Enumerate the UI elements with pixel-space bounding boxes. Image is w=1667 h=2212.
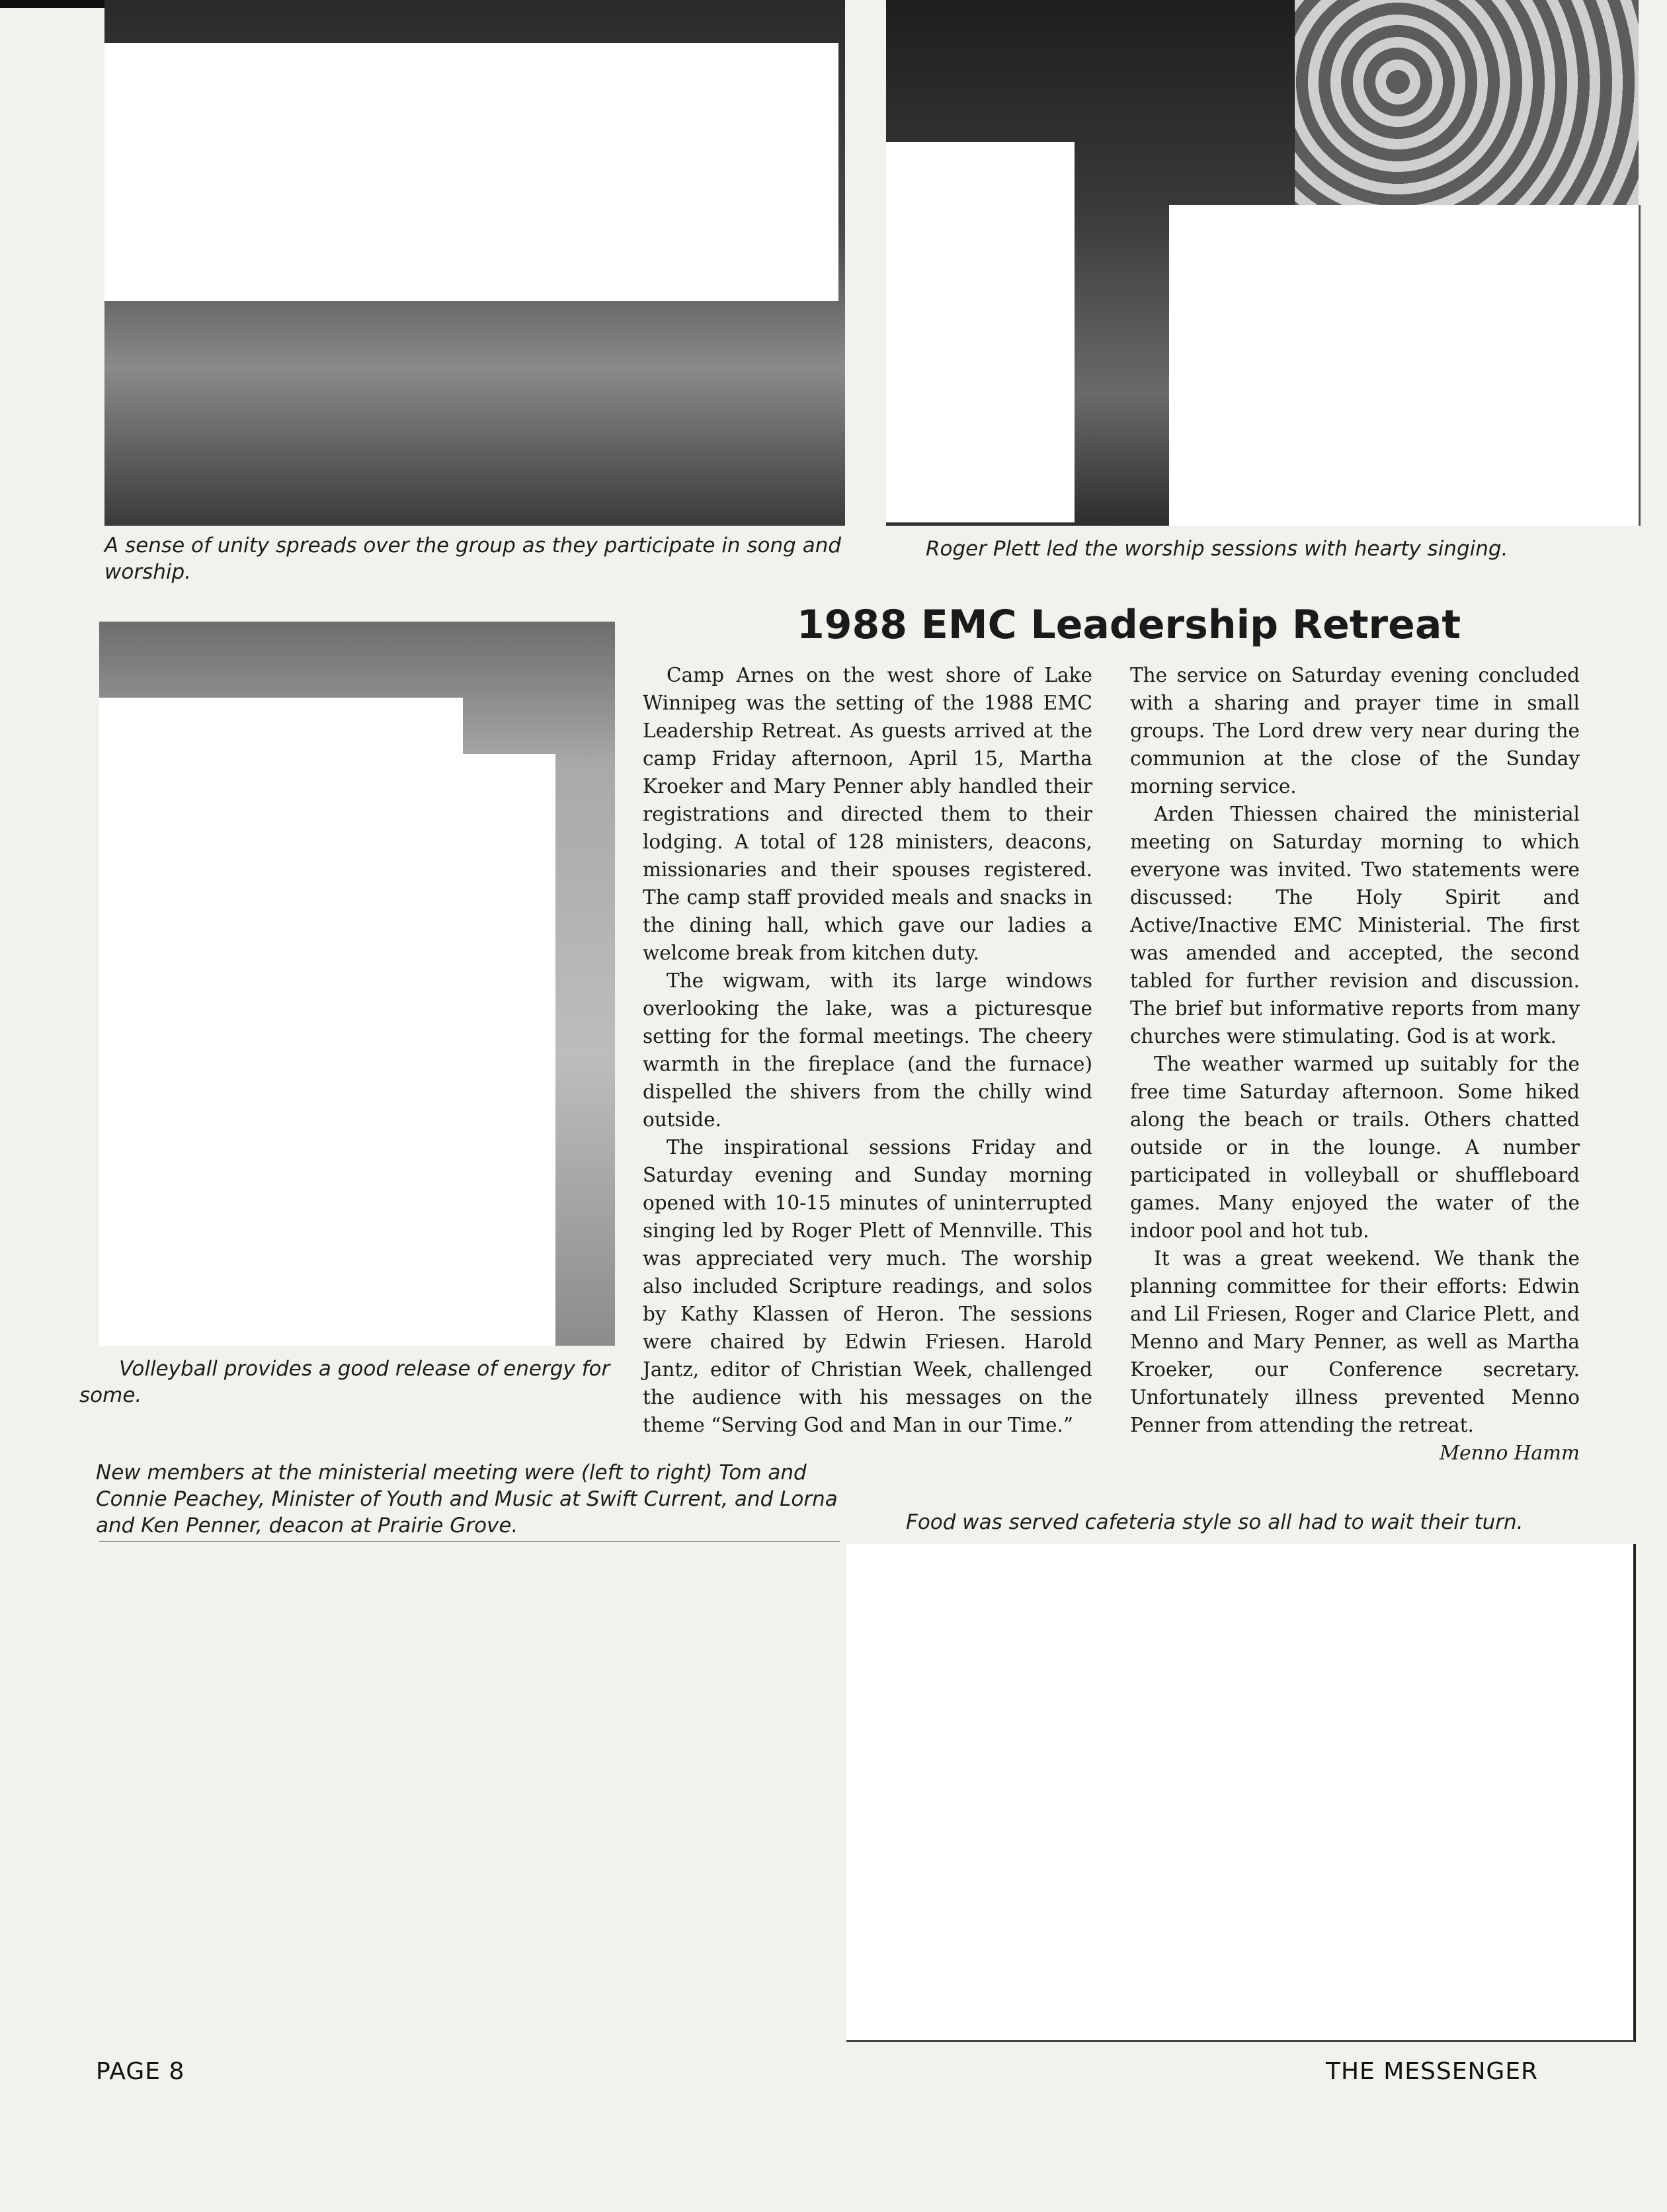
photo-group-singing xyxy=(104,0,845,526)
caption-volleyball: Volleyball provides a good release of energy for some. xyxy=(79,1357,610,1407)
photo-fireplace xyxy=(1295,0,1639,205)
photo-cafeteria-line xyxy=(846,1544,1636,2042)
page-number: PAGE 8 xyxy=(96,2058,185,2085)
article-paragraph: The inspirational sessions Friday and Saturday evening and Sunday morning opened with 10-15 minutes of uninterrupted singing led by Roger Plett of Mennville. This was appreciated very much. The worship also included Scripture readings, and solos by Kathy Klassen of Heron. The sessions were chaired by Edwin Friesen. Harold Jantz, editor of Christian Week, challenged the audience with his messages on the theme “Serving God and Man in our Time.” xyxy=(643,1136,1092,1436)
article-paragraph: The wigwam, with its large windows overlooking the lake, was a picturesque setting for the formal meetings. The cheery warmth in the fireplace (and the furnace) dispelled the shivers from the chilly wind outside. xyxy=(643,969,1092,1131)
article-title: 1988 EMC Leadership Retreat xyxy=(797,602,1461,648)
article-paragraph: It was a great weekend. We thank the planning committee for their efforts: Edwin and Lil Friesen, Roger and Clarice Plett, and Menno and Mary Penner, as well as Martha Kroeker, our Conference secretary. Unfortunately illness prevented Menno Penner from attending the retreat. xyxy=(1130,1247,1580,1436)
caption-food: Food was served cafeteria style so all had to wait their turn. xyxy=(906,1510,1524,1534)
article-paragraph: Arden Thiessen chaired the ministerial meeting on Saturday morning to which everyone was invited. Two statements were discussed: The Holy Spirit and Active/Inactive EMC Ministerial. The first was amended and accepted, the second tabled for further revision and discussion. The brief but informative reports from many churches were stimulating. God is at work. xyxy=(1130,803,1580,1047)
divider xyxy=(99,1541,840,1542)
article-paragraph: The weather warmed up suitably for the free time Saturday afternoon. Some hiked along the beach or trails. Others chatted outside or in the lounge. A number participated in volleyball or shuffleboard games. Many enjoyed the water of the indoor pool and hot tub. xyxy=(1130,1053,1580,1242)
caption-new-members: New members at the ministerial meeting were (left to right) Tom and Connie Peachey, Minister of Youth and Music at Swift Current, and Lorna and Ken Penner, deacon at Prairie Grove. xyxy=(96,1461,838,1537)
article-paragraph: The service on Saturday evening concluded with a sharing and prayer time in small groups. The Lord drew very near during the communion at the close of the Sunday morning service. xyxy=(1130,664,1580,798)
article-byline: Menno Hamm xyxy=(1439,1442,1580,1464)
photo-fireplace-lower xyxy=(1169,205,1641,526)
photo-volleyball xyxy=(99,622,615,1346)
caption-unity: A sense of unity spreads over the group as they participate in song and worship. xyxy=(104,534,842,584)
article-column-1 xyxy=(643,661,1092,1439)
caption-worship: Roger Plett led the worship sessions with hearty singing. xyxy=(926,537,1508,561)
article-column-2 xyxy=(1130,661,1580,1467)
publication-name: THE MESSENGER xyxy=(1326,2058,1539,2085)
article-paragraph: Camp Arnes on the west shore of Lake Winnipeg was the setting of the 1988 EMC Leadership Retreat. As guests arrived at the camp Friday afternoon, April 15, Martha Kroeker and Mary Penner ably handled their registrations and directed them to their lodging. A total of 128 ministers, deacons, missionaries and their spouses registered. The camp staff provided meals and snacks in the dining hall, which gave our ladies a welcome break from kitchen duty. xyxy=(643,664,1092,964)
